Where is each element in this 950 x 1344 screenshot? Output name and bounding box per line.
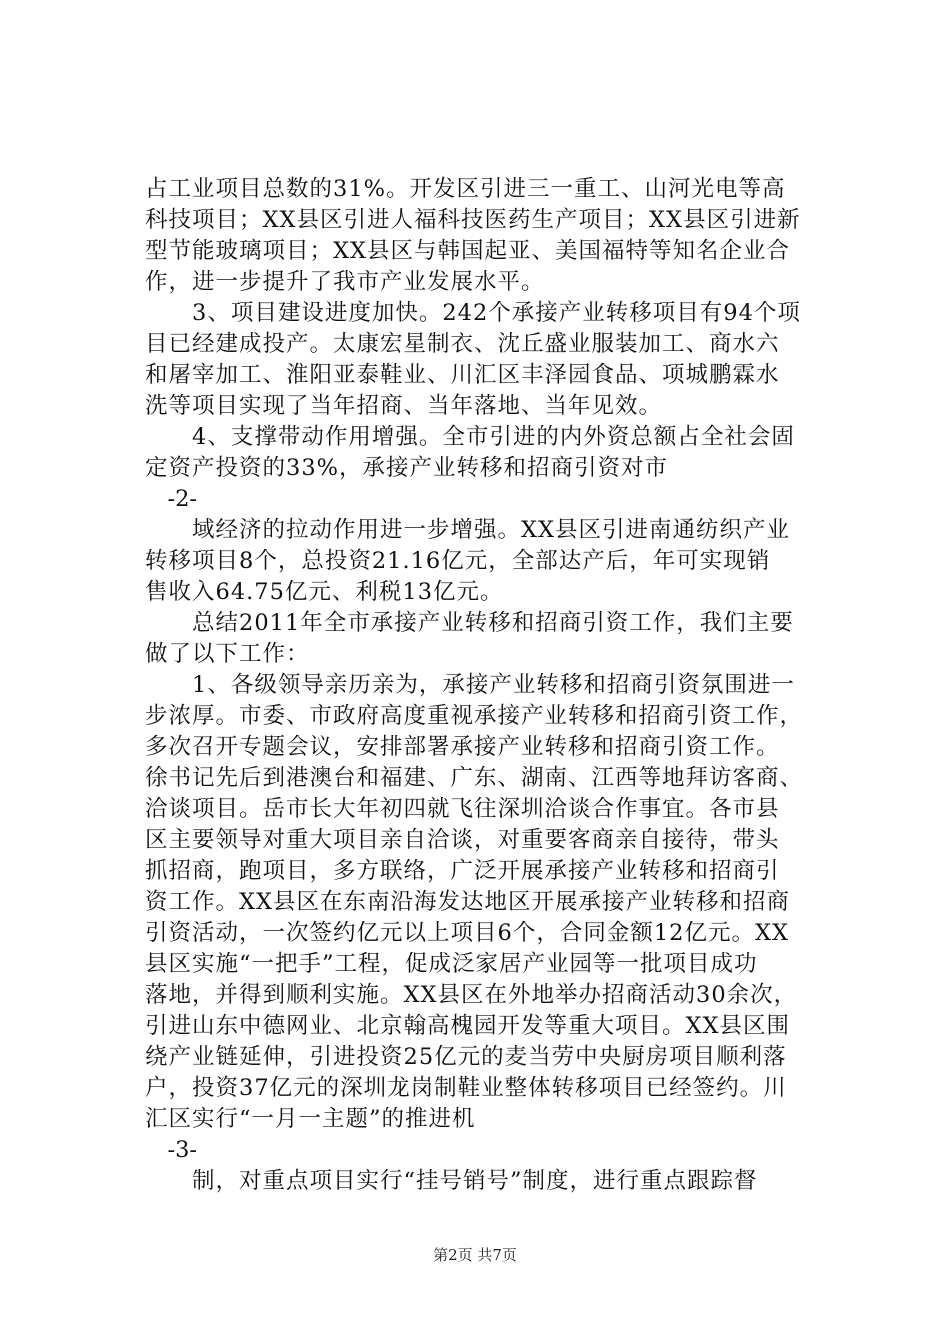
text-line: 目已经建成投产。太康宏星制衣、沈丘盛业服装加工、商水六 xyxy=(145,331,780,357)
text-line: 抓招商，跑项目，多方联络，广泛开展承接产业转移和招商引 xyxy=(145,858,780,884)
text-line: 做了以下工作： xyxy=(145,641,310,667)
text-line: 转移项目8个，总投资21.16亿元，全部达产后，年可实现销 xyxy=(145,548,771,574)
inline-page-number: -2- xyxy=(145,486,198,512)
text-line: 占工业项目总数的31%。开发区引进三一重工、山河光电等高 xyxy=(145,176,786,202)
text-line: 和屠宰加工、淮阳亚泰鞋业、川汇区丰泽园食品、项城鹏霖水 xyxy=(145,362,780,388)
text-line: 绕产业链延伸，引进投资25亿元的麦当劳中央厨房项目顺利落 xyxy=(145,1044,787,1070)
text-line: 域经济的拉动作用进一步增强。XX县区引进南通纺织产业 xyxy=(145,517,791,543)
text-line: 落地，并得到顺利实施。XX县区在外地举办招商活动30余次， xyxy=(145,982,798,1008)
text-line: 引进山东中德网业、北京翰高槐园开发等重大项目。XX县区围 xyxy=(145,1013,791,1039)
text-line: 4、支撑带动作用增强。全市引进的内外资总额占全社会固 xyxy=(145,424,795,450)
page-footer: 第2页 共7页 xyxy=(433,1246,517,1264)
text-line: 3、项目建设进度加快。242个承接产业转移项目有94个项 xyxy=(145,300,801,326)
text-line: 售收入64.75亿元、利税13亿元。 xyxy=(145,579,504,605)
text-line: 洗等项目实现了当年招商、当年落地、当年见效。 xyxy=(145,393,663,419)
text-line: 1、各级领导亲历亲为，承接产业转移和招商引资氛围进一 xyxy=(145,672,795,698)
text-line: 步浓厚。市委、市政府高度重视承接产业转移和招商引资工作， xyxy=(145,703,804,729)
text-line: 制，对重点项目实行“挂号销号”制度，进行重点跟踪督 xyxy=(145,1168,758,1194)
text-line: 多次召开专题会议，安排部署承接产业转移和招商引资工作。 xyxy=(145,734,780,760)
text-line: 汇区实行“一月一主题”的推进机 xyxy=(145,1106,476,1132)
text-line: 徐书记先后到港澳台和福建、广东、湖南、江西等地拜访客商、 xyxy=(145,765,804,791)
inline-page-number: -3- xyxy=(145,1137,198,1163)
text-line: 作，进一步提升了我市产业发展水平。 xyxy=(145,269,545,295)
text-line: 洽谈项目。岳市长大年初四就飞往深圳洽谈合作事宜。各市县 xyxy=(145,796,780,822)
text-line: 县区实施“一把手”工程，促成泛家居产业园等一批项目成功 xyxy=(145,951,758,977)
text-line: 户，投资37亿元的深圳龙岗制鞋业整体转移项目已经签约。川 xyxy=(145,1075,787,1101)
text-line: 定资产投资的33%，承接产业转移和招商引资对市 xyxy=(145,455,669,481)
text-line: 引资活动，一次签约亿元以上项目6个，合同金额12亿元。XX xyxy=(145,920,789,946)
text-line: 资工作。XX县区在东南沿海发达地区开展承接产业转移和招商 xyxy=(145,889,791,915)
text-line: 区主要领导对重大项目亲自洽谈，对重要客商亲自接待，带头 xyxy=(145,827,780,853)
text-line: 型节能玻璃项目；XX县区与韩国起亚、美国福特等知名企业合 xyxy=(145,238,791,264)
text-line: 总结2011年全市承接产业转移和招商引资工作，我们主要 xyxy=(145,610,794,636)
text-line: 科技项目；XX县区引进人福科技医药生产项目；XX县区引进新 xyxy=(145,207,801,233)
